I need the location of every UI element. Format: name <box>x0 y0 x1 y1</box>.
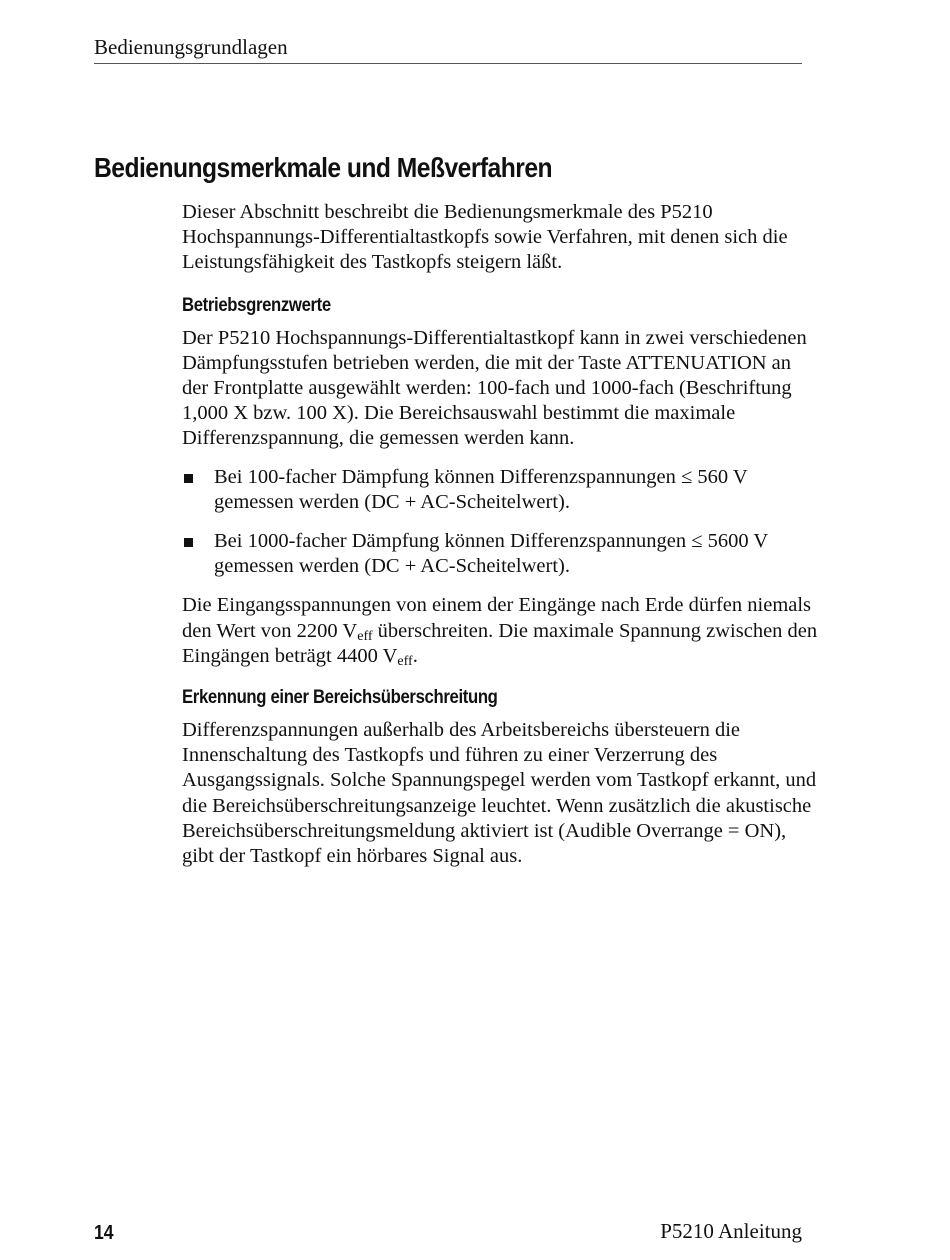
header-divider <box>94 63 802 64</box>
list-item <box>182 529 822 579</box>
square-bullet-icon <box>184 538 193 547</box>
subscript-eff: eff <box>357 628 373 644</box>
input-voltage-note <box>182 593 822 669</box>
running-header: Bedienungsgrundlagen <box>94 35 288 59</box>
operating-limits-heading: Betriebsgrenzwerte <box>182 294 331 316</box>
page-number: 14 <box>94 1222 114 1244</box>
section-title: Bedienungsmerkmale und Meßverfahren <box>94 152 553 183</box>
intro-paragraph: Dieser Abschnitt beschreibt die Bedienungsmerkmale des P5210 Hochspannungs-Differentialtastkopfs sowie Verfahren, mit denen sich die Leistungsfähigkeit des Tastkopfs steigern läßt. <box>182 201 788 274</box>
bullet-text: Bei 100-facher Dämpfung können Differenzspannungen ≤ 560 V gemessen werden (DC + AC-Scheitelwert). <box>214 465 748 513</box>
square-bullet-icon <box>184 474 193 483</box>
subscript-eff: eff <box>397 653 413 669</box>
voltage-note-text: überschreiten. Die maximale Spannung zwischen den Eingängen beträgt 4400 V <box>182 619 818 667</box>
list-item <box>182 465 822 515</box>
bullet-text: Bei 1000-facher Dämpfung können Differenzspannungen ≤ 5600 V gemessen werden (DC + AC-Scheitelwert). <box>214 530 768 578</box>
operating-limits-paragraph: Der P5210 Hochspannungs-Differentialtastkopf kann in zwei verschiedenen Dämpfungsstufen betrieben werden, die mit der Taste ATTENUATION an der Frontplatte ausgewählt werden: 100-fach und 1000-fach (Beschriftung 1,000 X bzw. 100 X). Die Bereichsauswahl bestimmt die maximale Differenzspannung, die gemessen werden kann. <box>182 326 807 450</box>
voltage-note-text: . <box>412 644 418 667</box>
attenuation-bullet-list <box>182 465 822 580</box>
overrange-paragraph: Differenzspannungen außerhalb des Arbeitsbereichs übersteuern die Innenschaltung des Tastkopfs und führen zu einer Verzerrung des Ausgangssignals. Solche Spannungspegel werden vom Tastkopf erkannt, und die Bereichsüberschreitungsanzeige leuchtet. Wenn zusätzlich die akustische Bereichsüberschreitungsmeldung aktiviert ist (Audible Overrange = ON), gibt der Tastkopf ein hörbares Signal aus. <box>182 719 817 868</box>
footer-manual-title: P5210 Anleitung <box>660 1219 802 1243</box>
voltage-note-text: Die Eingangsspannungen von einem der Eingänge nach Erde dürfen niemals den Wert von 2200 V <box>182 594 812 642</box>
body-column <box>182 200 822 869</box>
overrange-heading: Erkennung einer Bereichsüberschreitung <box>182 687 498 709</box>
